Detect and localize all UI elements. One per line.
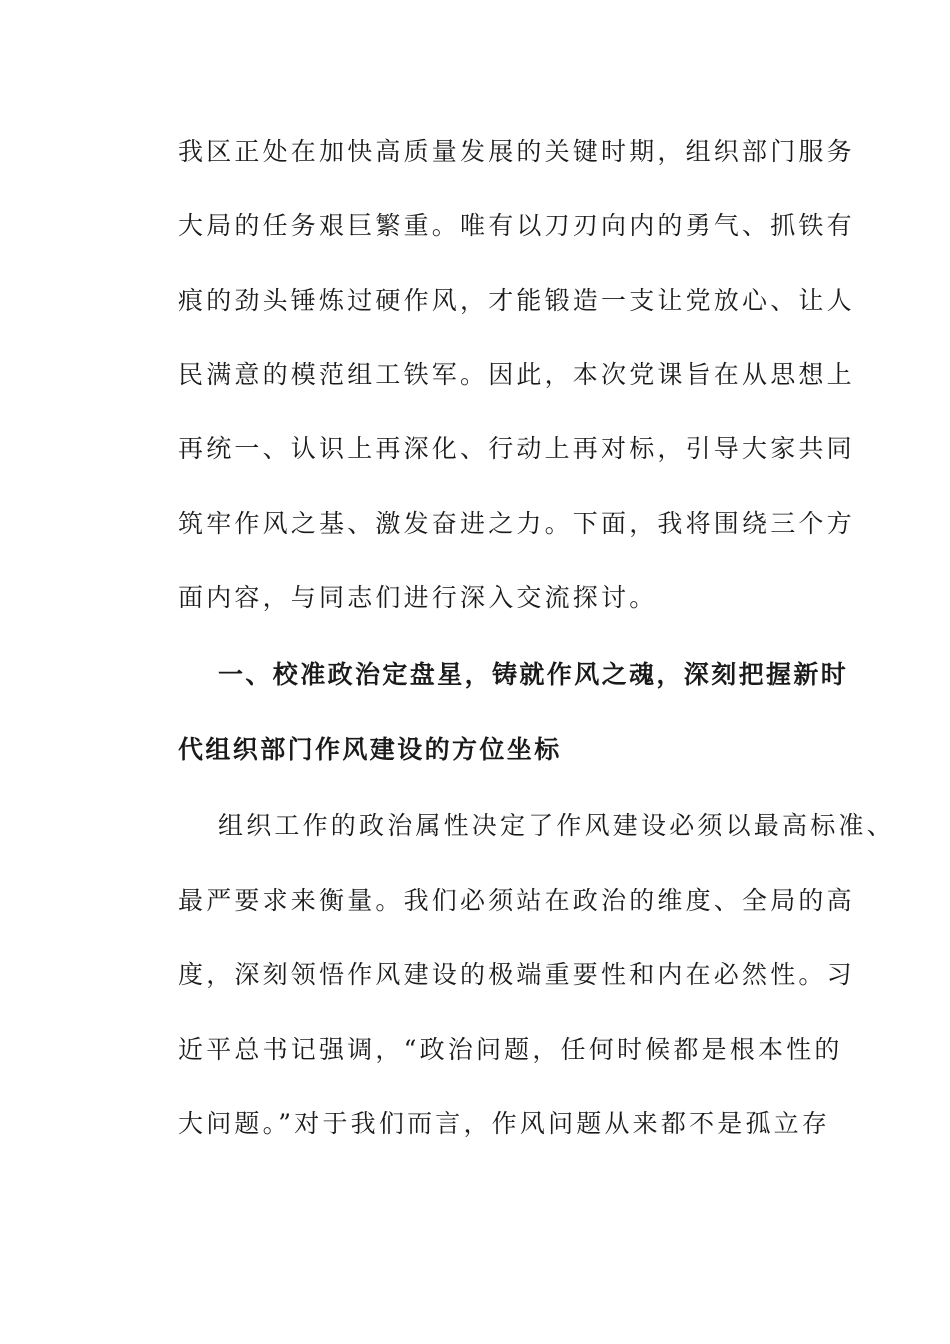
paragraph-1-line-7: 面内容，与同志们进行深入交流探讨。 xyxy=(178,583,658,612)
paragraph-2-line-2: 最严要求来衡量。我们必须站在政治的维度、全局的高 xyxy=(178,886,855,915)
paragraph-1-line-5: 再统一、认识上再深化、行动上再对标，引导大家共同 xyxy=(178,434,855,463)
paragraph-1-line-1: 我区正处在加快高质量发展的关键时期，组织部门服务 xyxy=(178,137,855,166)
paragraph-1-line-3: 痕的劲头锤炼过硬作风，才能锻造一支让党放心、让人 xyxy=(178,286,855,315)
paragraph-1-line-6: 筑牢作风之基、激发奋进之力。下面，我将围绕三个方 xyxy=(178,509,855,538)
section-heading-line-2: 代组织部门作风建设的方位坐标 xyxy=(178,735,562,764)
paragraph-2-line-3: 度，深刻领悟作风建设的极端重要性和内在必然性。习 xyxy=(178,960,855,989)
paragraph-2-line-5: 大问题。”对于我们而言，作风问题从来都不是孤立存 xyxy=(178,1109,831,1138)
paragraph-1-line-2: 大局的任务艰巨繁重。唯有以刀刃向内的勇气、抓铁有 xyxy=(178,211,855,240)
paragraph-2-line-1: 组织工作的政治属性决定了作风建设必须以最高标准、 xyxy=(218,811,895,840)
paragraph-2-line-4: 近平总书记强调，“政治问题，任何时候都是根本性的 xyxy=(178,1035,843,1064)
paragraph-1-line-4: 民满意的模范组工铁军。因此，本次党课旨在从思想上 xyxy=(178,360,855,389)
section-heading-line-1: 一、校准政治定盘星，铸就作风之魂，深刻把握新时 xyxy=(218,660,849,689)
